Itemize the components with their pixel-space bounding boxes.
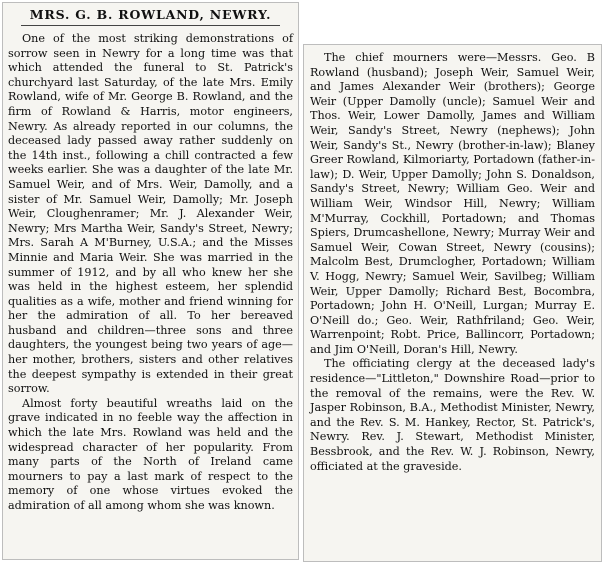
article-heading: MRS. G. B. ROWLAND, NEWRY. (29, 7, 272, 22)
article-paragraph: Almost forty beautiful wreaths laid on the grave indicated in no feeble way the affection in which the late Mrs. Rowland was held and the widespread character of her popularity. From many parts of the North of Ireland came mourners to pay a last mark of respect to the memory of one whose virtues evoked the admiration of all among whom she was known. (8, 396, 293, 512)
heading-rule (21, 25, 280, 26)
clergy-paragraph: The officiating clergy at the deceased lady's residence—"Littleton," Downshire Road—prior to the removal of the remains, were the Rev. W. Jasper Robinson, B.A., Methodist Minister, Newry, and the Rev. S. M. Hankey, Rector, St. Patrick's, Newry. Rev. J. Stewart, Methodist Minister, Bessbrook, and the Rev. W. J. Robinson, Newry, officiated at the graveside. (310, 357, 595, 473)
right-clipping (303, 44, 602, 562)
article-paragraph: One of the most striking demonstrations of sorrow seen in Newry for a long time was that which attended the funeral to St. Patrick's churchyard last Saturday, of the late Mrs. Emily Rowland, wife of Mr. George B. Rowland, and the firm of Rowland & Harris, motor engineers, Newry. As already reported in our columns, the deceased lady passed away rather suddenly on the 14th inst., following a chill contracted a few weeks earlier. She was a daughter of the late Mr. Samuel Weir, and of Mrs. Weir, Damolly, and a sister of Mr. Samuel Weir, Damolly; Mr. Joseph Weir, Cloughenramer; Mr. J. Alexander Weir, Newry; Mrs Martha Weir, Sandy's Street, Newry; Mrs. Sarah A M'Burney, U.S.A.; and the Misses Minnie and Maria Weir. She was married in the summer of 1912, and by all who knew her she was held in the highest esteem, her splendid qualities as a wife, mother and friend winning for her the admiration of all. To her bereaved husband and children—three sons and three daughters, the youngest being two years of age—her mother, brothers, sisters and other relatives the deepest sympathy is extended in their great sorrow. (8, 32, 293, 396)
left-clipping (2, 2, 299, 560)
mourners-paragraph: The chief mourners were—Messrs. Geo. B Rowland (husband); Joseph Weir, Samuel Weir, and James Alexander Weir (brothers); George Weir (Upper Damolly (uncle); Samuel Weir and Thos. Weir, Lower Damolly, James and William Weir, Sandy's Street, Newry (nephews); John Weir, Sandy's St., Newry (brother-in-law); Blaney Greer Rowland, Kilmoriarty, Portadown (father-in-law); D. Weir, Upper Damolly; John S. Donaldson, Sandy's Street, Newry; William Geo. Weir and William Weir, Windsor Hill, Newry; William M'Murray, Cockhill, Portadown; and Thomas Spiers, Drumcashellone, Newry; Murray Weir and Samuel Weir, Cowan Street, Newry (cousins); Malcolm Best, Drumclogher, Portadown; William V. Hogg, Newry; Samuel Weir, Savilbeg; William Weir, Upper Damolly; Richard Best, Bocombra, Portadown; John H. O'Neill, Lurgan; Murray E. O'Neill do.; Geo. Weir, Rathfriland; Geo. Weir, Warrenpoint; Robt. Price, Ballincorr, Portadown; and Jim O'Neill, Doran's Hill, Newry. (310, 51, 595, 356)
